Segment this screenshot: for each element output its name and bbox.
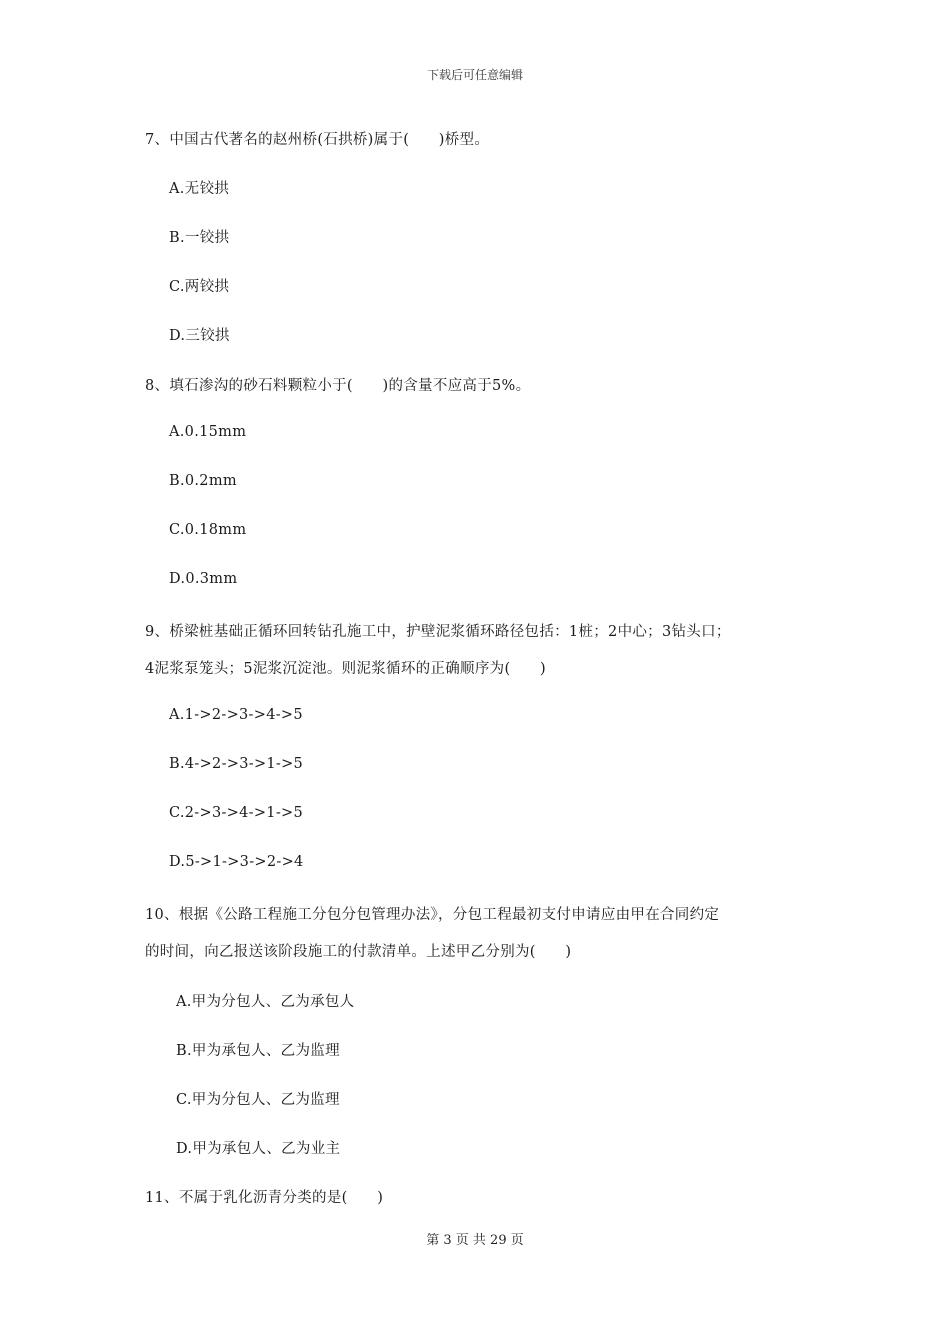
- question-10-option-d: D.甲为承包人、乙为业主: [176, 1141, 341, 1157]
- question-9-option-b: B.4->2->3->1->5: [169, 756, 304, 772]
- question-7-option-c: C.两铰拱: [169, 279, 230, 295]
- page-footer: 第 3 页 共 29 页: [426, 1233, 524, 1248]
- question-9-option-d: D.5->1->3->2->4: [169, 854, 304, 870]
- question-8-option-d: D.0.3mm: [169, 571, 238, 587]
- question-7-option-d: D.三铰拱: [169, 328, 230, 344]
- question-8-stem: 8、填石渗沟的砂石料颗粒小于( )的含量不应高于5%。: [145, 378, 531, 394]
- question-11-stem: 11、不属于乳化沥青分类的是( ): [145, 1190, 384, 1206]
- question-7-option-b: B.一铰拱: [169, 230, 230, 246]
- question-8-option-b: B.0.2mm: [169, 473, 237, 489]
- question-9-stem-line-1: 9、桥梁桩基础正循环回转钻孔施工中，护壁泥浆循环路径包括：1桩；2中心；3钻头口；: [145, 624, 731, 640]
- question-10-option-a: A.甲为分包人、乙为承包人: [176, 994, 355, 1010]
- question-7-stem: 7、中国古代著名的赵州桥(石拱桥)属于( )桥型。: [145, 132, 490, 148]
- question-9-option-c: C.2->3->4->1->5: [169, 805, 304, 821]
- question-10-option-b: B.甲为承包人、乙为监理: [176, 1043, 340, 1059]
- question-10-option-c: C.甲为分包人、乙为监理: [176, 1092, 340, 1108]
- page-header: 下载后可任意编辑: [426, 68, 523, 82]
- question-10-stem-line-2: 的时间，向乙报送该阶段施工的付款清单。上述甲乙分别为( ): [145, 944, 572, 960]
- question-8-option-c: C.0.18mm: [169, 522, 247, 538]
- question-7-option-a: A.无铰拱: [169, 181, 230, 197]
- question-8-option-a: A.0.15mm: [169, 424, 247, 440]
- question-9-stem-line-2: 4泥浆泵笼头；5泥浆沉淀池。则泥浆循环的正确顺序为( ): [145, 661, 546, 677]
- question-9-option-a: A.1->2->3->4->5: [169, 707, 303, 723]
- question-10-stem-line-1: 10、根据《公路工程施工分包分包管理办法》，分包工程最初支付申请应由甲在合同约定: [145, 907, 720, 923]
